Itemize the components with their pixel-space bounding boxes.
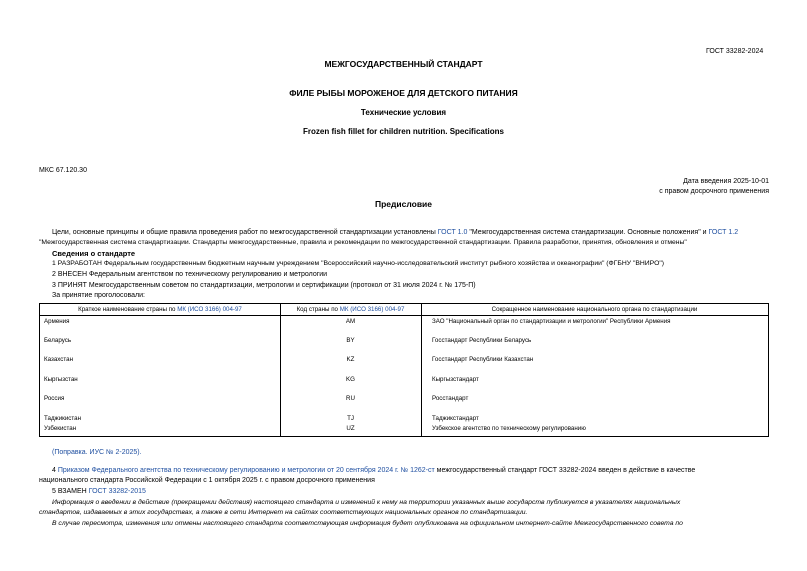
voting-countries-table — [39, 303, 769, 437]
table-header-separator — [40, 315, 768, 316]
voted-label: За принятие проголосовали: — [52, 292, 145, 299]
document-title-en: Frozen fish fillet for children nutrition. Specifications — [303, 127, 504, 136]
table-cell-country: Беларусь — [44, 337, 72, 344]
item-4-line-2: национального стандарта Российской Федерации с 1 октября 2025 г. с правом досрочного применения — [39, 477, 375, 484]
intro-date: Дата введения 2025-10-01 — [683, 178, 769, 185]
preface-paragraph-1-line-2: "Межгосударственная система стандартизации. Стандарты межгосударственные, правила и рекомендации по межгосударственной стандартизации. Правила разработки, принятия, обновления и отмены" — [39, 239, 687, 246]
table-cell-body: Кыргызстандарт — [432, 376, 479, 383]
standard-info-heading: Сведения о стандарте — [52, 249, 136, 258]
preface-text: "Межгосударственная система стандартизации. Основные положения" и — [469, 229, 707, 236]
early-application-note: с правом досрочного применения — [659, 188, 769, 195]
info-paragraph-1-line-2: стандартов, издаваемых в этих государствах, а также в сети Интернет на сайтах соответствующих национальных органов по стандартизации. — [39, 509, 528, 516]
gost-1-2-link[interactable]: ГОСТ 1.2 — [708, 229, 739, 236]
table-cell-country: Казахстан — [44, 356, 73, 363]
info-paragraph-2: В случае пересмотра, изменения или отмены настоящего стандарта соответствующая информация будет опубликована на официальном интернет-сайте Межгосударственного совета по — [52, 520, 683, 527]
table-cell-code: UZ — [346, 425, 355, 432]
order-link[interactable]: Приказом Федерального агентства по техническому регулированию и метрологии от 20 сентября 2024 г. № 1262-ст — [57, 467, 435, 474]
table-cell-body: Госстандарт Республики Казахстан — [432, 356, 534, 363]
table-cell-code: KZ — [346, 356, 355, 363]
item-number: 4 — [52, 467, 56, 474]
item-2-submitted: 2 ВНЕСЕН Федеральным агентством по техническому регулированию и метрологии — [52, 271, 328, 278]
gost-33282-2015-link[interactable]: ГОСТ 33282-2015 — [88, 488, 146, 495]
document-subtitle: Технические условия — [360, 108, 447, 117]
table-header-country — [40, 306, 280, 313]
mk-iso-3166-link[interactable]: МК (ИСО 3166) 004-97 — [339, 306, 405, 313]
table-cell-code: TJ — [347, 415, 354, 422]
preface-text: Цели, основные принципы и общие правила проведения работ по межгосударственной стандартизации установлены — [52, 229, 436, 236]
table-cell-code: BY — [346, 337, 355, 344]
table-cell-country: Узбекистан — [44, 425, 77, 432]
table-cell-country: Россия — [44, 395, 65, 402]
table-cell-body: Таджикстандарт — [432, 415, 479, 422]
mk-iso-3166-link[interactable]: МК (ИСО 3166) 004-97 — [177, 306, 242, 313]
table-header-body: Сокращенное наименование национального органа по стандартизации — [491, 306, 698, 313]
header-text: Краткое наименование страны по — [78, 306, 176, 313]
preface-heading: Предисловие — [374, 199, 433, 209]
standard-type: МЕЖГОСУДАРСТВЕННЫЙ СТАНДАРТ — [324, 59, 483, 69]
table-cell-code: RU — [346, 395, 355, 402]
amendment-link[interactable]: (Поправка. ИУС № 2-2025). — [52, 449, 142, 456]
table-cell-code: AM — [345, 318, 356, 325]
table-cell-country: Кыргызстан — [44, 376, 78, 383]
table-cell-body: Росстандарт — [432, 395, 469, 402]
mks-code: МКС 67.120.30 — [39, 167, 87, 174]
table-cell-body: Узбекское агентство по техническому регулированию — [432, 425, 586, 432]
table-cell-body: ЗАО "Национальный орган по стандартизации и метрологии" Республики Армения — [432, 318, 671, 325]
header-text: Код страны по — [296, 306, 339, 313]
table-cell-body: Госстандарт Республики Беларусь — [432, 337, 532, 344]
doc-number: ГОСТ 33282-2024 — [706, 48, 764, 55]
table-cell-country: Таджикистан — [44, 415, 82, 422]
table-cell-code: KG — [346, 376, 355, 383]
item-3-adopted: 3 ПРИНЯТ Межгосударственным советом по стандартизации, метрологии и сертификации (протокол от 31 июля 2024 г. № 175-П) — [52, 282, 476, 289]
preface-paragraph-1 — [52, 229, 738, 236]
info-paragraph-1: Информация о введении в действие (прекращении действия) настоящего стандарта и изменений к нему на территории указанных выше государств публикуется в указателях национальных — [52, 499, 681, 506]
item-5-text: 5 ВЗАМЕН — [52, 488, 87, 495]
item-4-text: межгосударственный стандарт ГОСТ 33282-2024 введен в действие в качестве — [436, 467, 696, 474]
table-column-separator — [421, 304, 422, 436]
table-header-code — [280, 306, 421, 313]
item-1-developed: 1 РАЗРАБОТАН Федеральным государственным бюджетным научным учреждением "Всероссийский научно-исследовательский институт рыбного хозяйства и океанографии" (ФГБНУ "ВНИРО") — [52, 260, 665, 267]
document-title: ФИЛЕ РЫБЫ МОРОЖЕНОЕ ДЛЯ ДЕТСКОГО ПИТАНИЯ — [289, 88, 518, 98]
item-4-enacted — [52, 467, 695, 474]
table-cell-country: Армения — [44, 318, 70, 325]
item-5-replaces — [52, 488, 146, 495]
gost-1-0-link[interactable]: ГОСТ 1.0 — [437, 229, 468, 236]
